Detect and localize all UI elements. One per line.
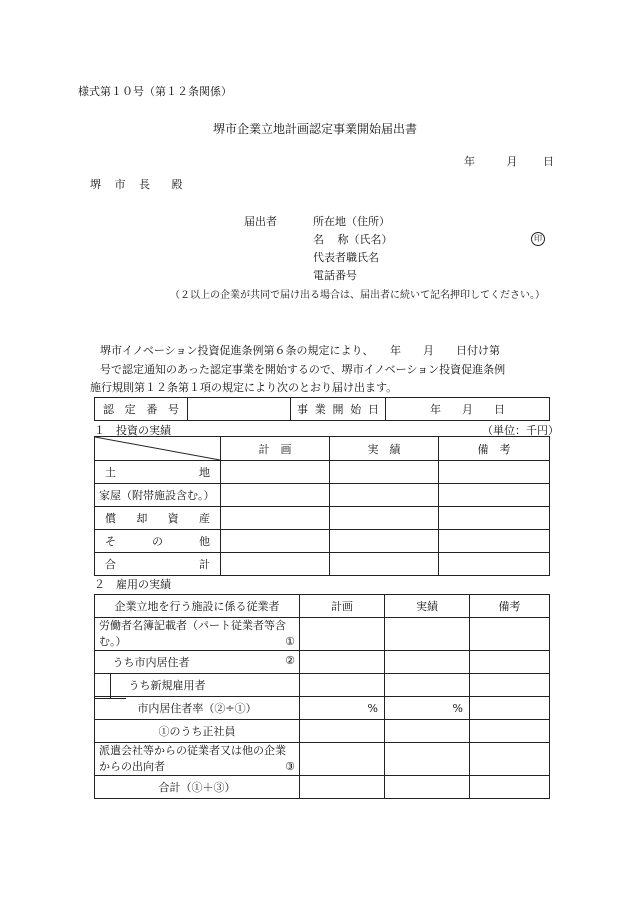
rate-plan-percent[interactable]: % <box>300 697 385 720</box>
start-date-value[interactable] <box>386 398 550 421</box>
seal-icon <box>531 231 545 246</box>
cell[interactable] <box>221 553 330 576</box>
cell[interactable] <box>300 618 385 651</box>
cell[interactable] <box>385 651 470 674</box>
row-dep-c1: 償 <box>105 512 116 525</box>
table-row <box>95 743 550 776</box>
page-title: 堺市企業立地計画認定事業開始届出書 <box>212 122 417 136</box>
cell[interactable] <box>221 507 330 530</box>
diagonal-line <box>95 437 220 460</box>
cell[interactable] <box>385 776 470 799</box>
cell[interactable] <box>330 530 439 553</box>
addressee-3: 長 <box>139 178 150 191</box>
start-label-4: 始 <box>350 403 362 416</box>
cell[interactable] <box>221 484 330 507</box>
cell[interactable] <box>385 743 470 776</box>
row-dep-c3: 資 <box>167 512 179 525</box>
row-dep-c4: 産 <box>198 512 210 525</box>
cert-label-cell <box>95 398 188 421</box>
body-line-3: 施行規則第１２条第１項の規定により次のとおり届け出ます。 <box>90 381 398 394</box>
section1-title: １ 投資の実績 <box>94 424 171 437</box>
rate-actual-percent[interactable]: % <box>385 697 470 720</box>
table-row <box>95 651 550 674</box>
body-line-2: 号で認定通知のあった認定事業を開始するので、堺市イノベーション投資促進条例 <box>100 363 506 376</box>
start-label-3: 開 <box>332 403 344 416</box>
cell[interactable] <box>470 674 550 697</box>
addressee-1: 堺 <box>90 178 101 191</box>
cell[interactable] <box>330 553 439 576</box>
row-tot-c2: 計 <box>199 558 210 571</box>
table-row <box>95 618 550 651</box>
row-resident-label <box>95 651 300 674</box>
applicant-name-right: 称（氏名） <box>337 233 393 246</box>
row-resident-mark: ② <box>285 654 295 667</box>
start-label-5: 日 <box>368 403 379 416</box>
cell[interactable] <box>300 651 385 674</box>
applicant-name <box>313 231 393 247</box>
form-number: 様式第１０号（第１２条関係） <box>78 85 232 98</box>
applicant-rep: 代表者職氏名 <box>313 251 379 264</box>
applicant-address: 所在地（住所） <box>313 215 390 228</box>
row-registered-label <box>95 618 300 651</box>
cell[interactable] <box>385 618 470 651</box>
table-row <box>95 530 550 553</box>
body-line-1: 堺市イノベーション投資促進条例第６条の規定により、 年 月 日付け第 <box>100 344 500 357</box>
employment-header-staff: 企業立地を行う施設に係る従業者 <box>95 595 300 618</box>
applicant-phone: 電話番号 <box>313 269 357 282</box>
row-dep-c2: 却 <box>136 512 148 525</box>
table-row <box>95 595 550 618</box>
addressee-4: 殿 <box>171 178 183 191</box>
cell[interactable] <box>470 720 550 743</box>
indent-bracket-inner <box>110 673 126 699</box>
applicant-name-left: 名 <box>313 233 324 246</box>
cell[interactable] <box>330 461 439 484</box>
cell[interactable] <box>385 674 470 697</box>
row-dispatch-b: からの出向者 <box>99 760 165 773</box>
row-dispatch-mark: ③ <box>285 760 295 773</box>
date-line <box>464 153 554 169</box>
cert-table <box>94 397 550 421</box>
table-row <box>95 461 550 484</box>
table-row <box>95 776 550 799</box>
table-row <box>95 674 550 697</box>
cell[interactable] <box>221 530 330 553</box>
date-year: 年 <box>464 155 475 168</box>
table-row <box>95 553 550 576</box>
cert-number-value[interactable] <box>188 398 291 421</box>
start-label-cell <box>291 398 386 421</box>
cell[interactable] <box>439 507 550 530</box>
cert-label-3: 番 <box>146 403 158 416</box>
row-building-label: 家屋（附帯施設含む。） <box>95 484 221 507</box>
start-label-2: 業 <box>314 403 326 416</box>
section1-unit: （単位：千円） <box>482 424 559 437</box>
investment-header-plan: 計 画 <box>221 437 330 461</box>
row-total-label <box>95 553 221 576</box>
employment-header-plan: 計画 <box>300 595 385 618</box>
cell[interactable] <box>470 651 550 674</box>
row-tot-c1: 合 <box>105 558 116 571</box>
row-registered-mark: ① <box>285 635 295 648</box>
cell[interactable] <box>330 484 439 507</box>
investment-header-remarks: 備 考 <box>439 437 550 461</box>
cell[interactable] <box>470 743 550 776</box>
row-regular-label: ①のうち正社員 <box>95 720 300 743</box>
cell[interactable] <box>470 697 550 720</box>
cert-label-1: 認 <box>103 403 114 416</box>
cell[interactable] <box>221 461 330 484</box>
cell[interactable] <box>385 720 470 743</box>
applicant-note: （２以上の企業が共同で届け出る場合は、届出者に続いて記名押印してください。） <box>170 290 545 301</box>
date-day: 日 <box>543 155 554 168</box>
row-other-label <box>95 530 221 553</box>
row-land-c1: 土 <box>105 466 116 479</box>
date-month: 月 <box>506 155 518 168</box>
start-label-1: 事 <box>297 403 308 416</box>
investment-corner <box>95 437 221 461</box>
row-dispatch-label <box>95 743 300 776</box>
cell[interactable] <box>300 674 385 697</box>
start-day: 日 <box>494 403 505 416</box>
row-new-hire-label: うち新規雇用者 <box>95 674 300 697</box>
row-oth-c1: そ <box>105 535 116 548</box>
cell[interactable] <box>470 618 550 651</box>
addressee-2: 市 <box>114 178 126 191</box>
row-rate-label: 市内居住者率（②÷①） <box>95 697 300 720</box>
row-dispatch-a: 派遣会社等からの従業者又は他の企業 <box>99 744 286 757</box>
employment-header-actual: 実績 <box>385 595 470 618</box>
start-month: 月 <box>462 403 473 416</box>
cell[interactable] <box>300 743 385 776</box>
row-land-c2: 地 <box>199 466 210 479</box>
investment-header-actual: 実 績 <box>330 437 439 461</box>
table-row <box>95 484 550 507</box>
employment-header-remarks: 備考 <box>470 595 550 618</box>
row-oth-c2: の <box>152 535 163 548</box>
table-row <box>95 720 550 743</box>
cell[interactable] <box>439 484 550 507</box>
row-registered-a: 労働者名簿記載者（パート従業者等含 <box>99 619 286 632</box>
row-depreciable-label <box>95 507 221 530</box>
applicant-label: 届出者 <box>244 215 277 228</box>
table-row <box>95 507 550 530</box>
table-row <box>95 697 550 720</box>
cell[interactable] <box>300 720 385 743</box>
section2-title: ２ 雇用の実績 <box>94 578 171 591</box>
indent-bracket-outer <box>94 651 110 699</box>
cell[interactable] <box>439 553 550 576</box>
seal-mark: 印 <box>531 232 545 246</box>
employment-table <box>94 594 550 799</box>
cell[interactable] <box>330 507 439 530</box>
row-oth-c3: 他 <box>199 535 210 548</box>
row-registered-b: む。） <box>99 635 127 648</box>
cell[interactable] <box>470 776 550 799</box>
start-year: 年 <box>430 403 441 416</box>
investment-table <box>94 436 550 576</box>
cell[interactable] <box>439 461 550 484</box>
row-land-label <box>95 461 221 484</box>
row-total-employment-label: 合計（①＋③） <box>95 776 300 799</box>
cell[interactable] <box>439 530 550 553</box>
cell[interactable] <box>300 776 385 799</box>
row-resident-text: うち市内居住者 <box>112 656 190 669</box>
cert-label-2: 定 <box>124 403 136 416</box>
addressee <box>90 176 183 192</box>
cert-label-4: 号 <box>167 403 179 416</box>
